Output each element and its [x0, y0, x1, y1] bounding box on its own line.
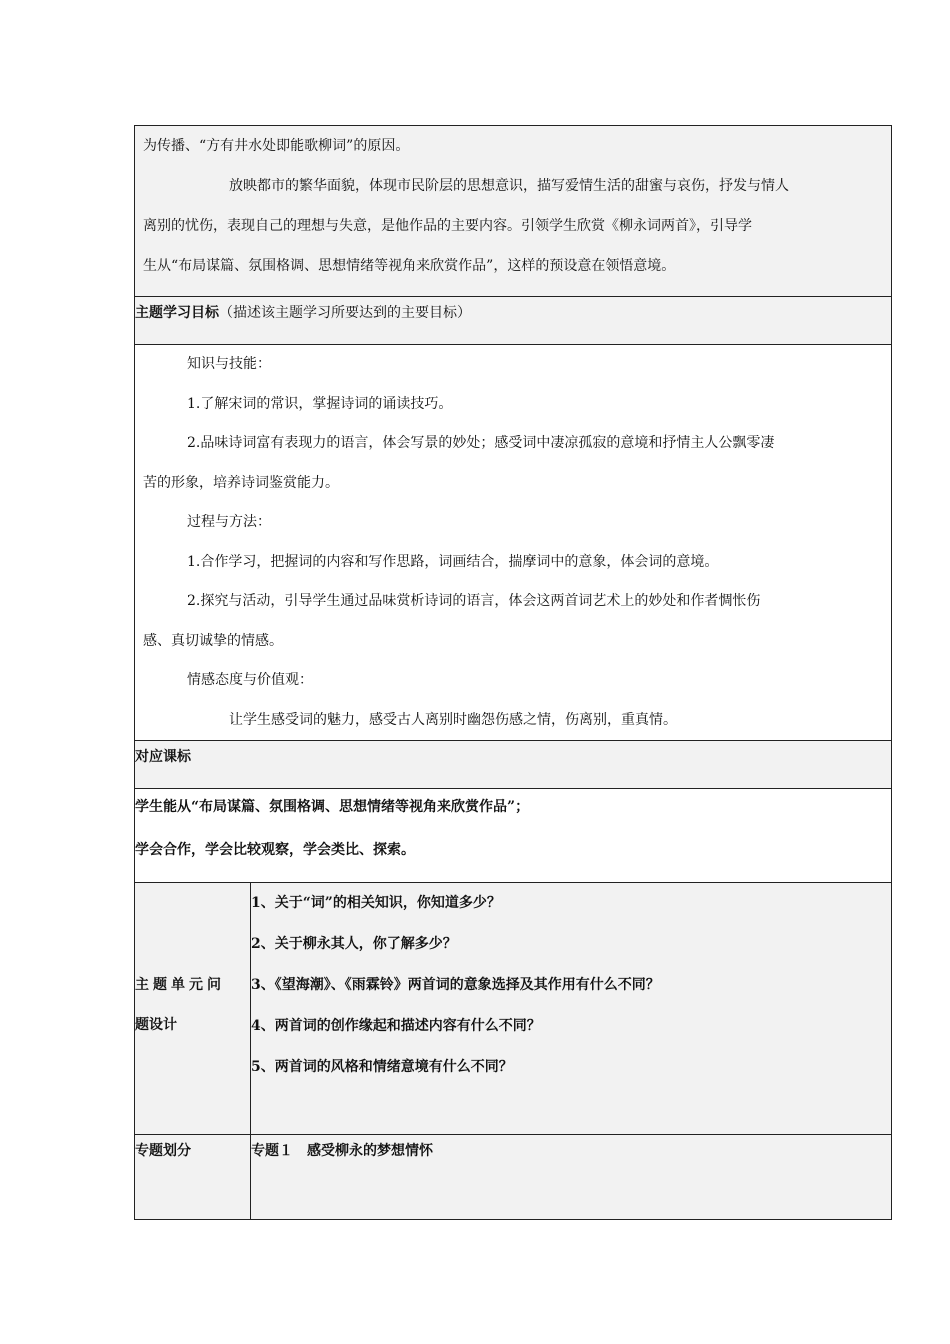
goal-item: 感、真切诚挚的情感。: [143, 632, 283, 649]
goal-item: 让学生感受词的魅力，感受古人离别时幽怨伤感之情，伤离别，重真情。: [229, 711, 677, 728]
goal-item: 2.品味诗词富有表现力的语言，体会写景的妙处；感受词中凄凉孤寂的意境和抒情主人公飘零凄: [187, 435, 775, 451]
unit-questions-cell: [251, 883, 892, 1135]
goal-header-title: 主题学习目标: [135, 305, 219, 321]
question-item: 1、关于“词”的相关知识，你知道多少？: [251, 895, 501, 911]
question-item: 5、两首词的风格和情绪意境有什么不同？: [251, 1059, 513, 1075]
question-item: 4、两首词的创作缘起和描述内容有什么不同？: [251, 1018, 541, 1034]
unit-questions-label-cell: [135, 883, 251, 1135]
goal-item: 苦的形象，培养诗词鉴赏能力。: [143, 474, 339, 491]
intro-paragraph-line: 放映都市的繁华面貌，体现市民阶层的思想意识，描写爱情生活的甜蜜与哀伤，抒发与情人: [229, 178, 789, 194]
intro-cell: [135, 126, 892, 297]
lesson-plan-table: [134, 125, 892, 1220]
topic-value: 专题１ 感受柳永的梦想情怀: [251, 1135, 892, 1220]
goal-item: 2.探究与活动，引导学生通过品味赏析诗词的语言，体会这两首词艺术上的妙处和作者惆怅伤: [187, 593, 761, 609]
curriculum-line: 学生能从“布局谋篇、氛围格调、思想情绪等视角来欣赏作品”；: [135, 799, 530, 815]
goal-header-note: （描述该主题学习所要达到的主要目标）: [219, 305, 471, 321]
curriculum-header: 对应课标: [135, 741, 892, 789]
goals-cell: [135, 345, 892, 741]
goal-item: 1.了解宋词的常识，掌握诗词的诵读技巧。: [187, 395, 453, 412]
goal-item: 1.合作学习，把握词的内容和写作思路，词画结合，揣摩词中的意象，体会词的意境。: [187, 553, 719, 570]
topic-label: 专题划分: [135, 1135, 251, 1220]
unit-questions-label: 主题单元问: [135, 977, 225, 993]
intro-paragraph-line: 离别的忧伤，表现自己的理想与失意，是他作品的主要内容。引领学生欣赏《柳永词两首》，引导学: [143, 218, 752, 234]
emotion-title: 情感态度与价值观：: [187, 672, 313, 688]
curriculum-cell: [135, 789, 892, 883]
curriculum-line: 学会合作，学会比较观察，学会类比、探索。: [135, 842, 415, 858]
question-item: 3、《望海潮》、《雨霖铃》两首词的意象选择及其作用有什么不同？: [251, 977, 660, 993]
question-item: 2、关于柳永其人，你了解多少？: [251, 936, 457, 952]
process-title: 过程与方法：: [187, 514, 271, 530]
intro-paragraph-line: 生从“布局谋篇、氛围格调、思想情绪等视角来欣赏作品”，这样的预设意在领悟意境。: [143, 258, 676, 274]
goal-header-cell: [135, 297, 892, 345]
unit-questions-label: 题设计: [135, 1017, 177, 1033]
knowledge-title: 知识与技能：: [187, 356, 271, 372]
intro-line: 为传播、“方有井水处即能歌柳词”的原因。: [143, 138, 410, 154]
